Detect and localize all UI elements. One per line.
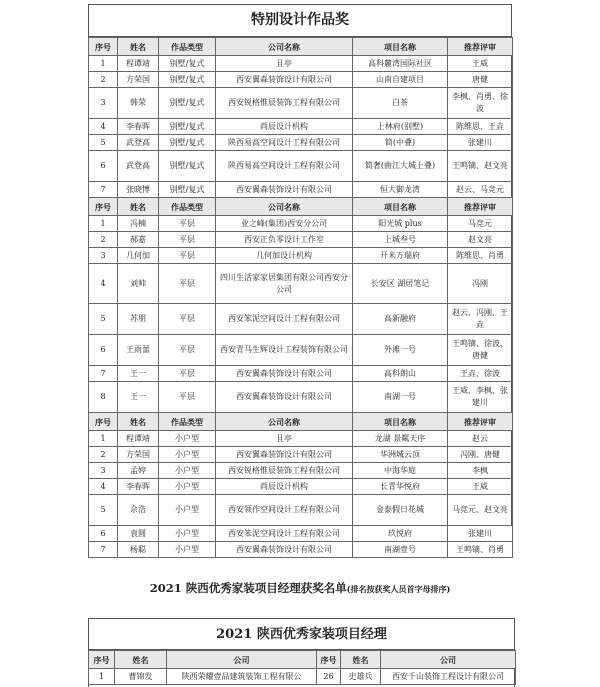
table-cell: 别墅/复式	[159, 56, 216, 72]
table-row	[89, 182, 513, 198]
header-row	[89, 38, 513, 56]
table-cell: 方荣国	[118, 72, 159, 88]
table-cell: 别墅/复式	[159, 182, 216, 198]
table-cell: 小户型	[159, 447, 216, 463]
table-cell: 西安翼森装饰设计有限公司	[216, 182, 353, 198]
manager-header-cell: 序号	[317, 651, 341, 669]
table-cell: 西安笨泥空间设计工程有限公司	[216, 304, 353, 335]
table-cell: 简奢(曲江大城上叠)	[353, 151, 448, 182]
table-cell: 几何加设计机构	[216, 248, 353, 264]
table-cell: 平层	[159, 232, 216, 248]
table-cell: 陈维思、肖勇	[448, 248, 513, 264]
table-cell: 尚辰设计机构	[216, 479, 353, 495]
table-cell: 7	[89, 542, 118, 558]
manager-header-cell: 姓名	[115, 651, 167, 669]
header-cell: 公司名称	[216, 198, 353, 216]
table-cell: 冯刚	[448, 264, 513, 304]
table-cell: 4	[89, 479, 118, 495]
table-cell: 平层	[159, 264, 216, 304]
table-row	[89, 495, 513, 526]
table-cell: 2	[89, 232, 118, 248]
table-cell: 5	[89, 495, 118, 526]
header-cell: 公司名称	[216, 413, 353, 431]
table-cell: 白茶	[353, 88, 448, 119]
table-cell: 华洲城云顶	[353, 447, 448, 463]
table-cell: 南湖壹号	[353, 542, 448, 558]
table-cell: 小户型	[159, 463, 216, 479]
table-row	[89, 366, 513, 382]
subtitle-text: 2021 陕西优秀家装项目经理获奖名单	[149, 581, 347, 595]
table-cell: 王一	[118, 366, 159, 382]
table-cell: 恒大御龙湾	[353, 182, 448, 198]
table-cell: 别墅/复式	[159, 135, 216, 151]
table-cell: 金泰假日花城	[353, 495, 448, 526]
header-cell: 姓名	[118, 413, 159, 431]
table-cell: 6	[89, 335, 118, 366]
table-cell: 1	[89, 216, 118, 232]
header-cell: 姓名	[118, 38, 159, 56]
header-cell: 序号	[89, 198, 118, 216]
header-cell: 项目名称	[353, 38, 448, 56]
table-cell: 刘帅	[118, 264, 159, 304]
table-cell: 南湖一号	[353, 382, 448, 413]
table-cell: 平层	[159, 304, 216, 335]
table-cell: 陕西易高空间设计工程有限公司	[216, 151, 353, 182]
table-row	[89, 232, 513, 248]
manager-cell: 陕西荣耀壹品建筑装饰工程有限公	[167, 669, 317, 685]
manager-cell: 西安千山装饰工程设计有限公司	[381, 669, 516, 685]
table-cell: 西安青马生辉设计工程装饰有限公司	[216, 335, 353, 366]
table-cell: 孟婷	[118, 463, 159, 479]
table-cell: 开米万瑞府	[353, 248, 448, 264]
table-cell: 且亭	[216, 56, 353, 72]
table-cell: 王一	[118, 382, 159, 413]
table-row	[89, 151, 513, 182]
manager-header-cell: 姓名	[341, 651, 381, 669]
table-cell: 武登高	[118, 135, 159, 151]
table-cell: 平层	[159, 335, 216, 366]
table-cell: 6	[89, 526, 118, 542]
header-cell: 推荐评审	[448, 198, 513, 216]
table-cell: 上城叁号	[353, 232, 448, 248]
manager-title: 2021 陕西优秀家装项目经理	[88, 620, 515, 650]
table-cell: 程谭靖	[118, 431, 159, 447]
table-row	[89, 431, 513, 447]
table-row	[89, 382, 513, 413]
header-cell: 姓名	[118, 198, 159, 216]
subtitle-note: (排名按获奖人员首字母排序)	[346, 584, 451, 594]
table-cell: 长青华悦府	[353, 479, 448, 495]
table-cell: 4	[89, 119, 118, 135]
table-cell: 冯刚、唐健	[448, 447, 513, 463]
table-cell: 别墅/复式	[159, 88, 216, 119]
table-row	[89, 135, 513, 151]
table-cell: 王威	[448, 479, 513, 495]
table-cell: 7	[89, 366, 118, 382]
table-cell: 长安区 湖居笔记	[353, 264, 448, 304]
table-row	[89, 304, 513, 335]
table-cell: 8	[89, 382, 118, 413]
header-cell: 推荐评审	[448, 38, 513, 56]
header-cell: 推荐评审	[448, 413, 513, 431]
header-cell: 公司名称	[216, 38, 353, 56]
table-cell: 高科朗山	[353, 366, 448, 382]
table-cell: 西安锐格惟辰装饰工程有限公司	[216, 463, 353, 479]
table-cell: 小户型	[159, 526, 216, 542]
table-cell: 李春晖	[118, 119, 159, 135]
table-cell: 龙湖 景粼天序	[353, 431, 448, 447]
manager-cell: 曹锦发	[115, 669, 167, 685]
table-row	[89, 248, 513, 264]
header-cell: 作品类型	[159, 198, 216, 216]
table-cell: 西安翼森装饰设计有限公司	[216, 382, 353, 413]
table-cell: 方荣国	[118, 447, 159, 463]
table-cell: 3	[89, 463, 118, 479]
manager-header-cell: 公司	[381, 651, 516, 669]
table-cell: 赵云、马竞元	[448, 182, 513, 198]
table-cell: 马竞元、赵文亮	[448, 495, 513, 526]
subtitle	[0, 580, 600, 596]
table-row	[89, 72, 513, 88]
table-cell: 张建川	[448, 526, 513, 542]
table-row	[89, 119, 513, 135]
table-cell: 7	[89, 182, 118, 198]
table-cell: 平层	[159, 366, 216, 382]
table-row	[89, 447, 513, 463]
table-row	[89, 526, 513, 542]
table-cell: 王雨蕾	[118, 335, 159, 366]
table-cell: 西安翼森装饰设计有限公司	[216, 366, 353, 382]
table-cell: 3	[89, 248, 118, 264]
table-cell: 别墅/复式	[159, 72, 216, 88]
table-cell: 西安翼森装饰设计有限公司	[216, 542, 353, 558]
table-cell: 4	[89, 264, 118, 304]
manager-cell: 史雄兵	[341, 669, 381, 685]
table-cell: 高科麓湾国际社区	[353, 56, 448, 72]
table-cell: 陈维思、王垚	[448, 119, 513, 135]
table-cell: 李春晖	[118, 479, 159, 495]
table-cell: 几何加	[118, 248, 159, 264]
table-cell: 四川生活家家居集团有限公司西安分公司	[216, 264, 353, 304]
header-cell: 作品类型	[159, 413, 216, 431]
table-cell: 小户型	[159, 431, 216, 447]
manager-table	[88, 650, 516, 685]
table-cell: 苏朋	[118, 304, 159, 335]
table-cell: 平层	[159, 216, 216, 232]
table-cell: 袁圆	[118, 526, 159, 542]
table-cell: 西安翼森装饰设计有限公司	[216, 447, 353, 463]
table-cell: 小户型	[159, 495, 216, 526]
table-cell: 高新融府	[353, 304, 448, 335]
table-cell: 武登高	[118, 151, 159, 182]
table-cell: 张晓博	[118, 182, 159, 198]
table-cell: 业之峰(集团)西安分公司	[216, 216, 353, 232]
manager-header-cell: 序号	[89, 651, 115, 669]
table-cell: 张建川	[448, 135, 513, 151]
table-cell: 佘浩	[118, 495, 159, 526]
table-cell: 5	[89, 304, 118, 335]
header-row	[89, 198, 513, 216]
table-cell: 王鸣镝、赵文亮	[448, 151, 513, 182]
award-table	[88, 37, 513, 558]
table-cell: 别墅/复式	[159, 119, 216, 135]
table-cell: 2	[89, 72, 118, 88]
table-cell: 小户型	[159, 479, 216, 495]
table-cell: 赵云	[448, 431, 513, 447]
table-cell: 王鸣镝、肖勇	[448, 542, 513, 558]
table-cell: 赵文亮	[448, 232, 513, 248]
table-cell: 赵云、冯刚、王垚	[448, 304, 513, 335]
table-cell: 5	[89, 135, 118, 151]
table-cell: 王威、李枫、张建川	[448, 382, 513, 413]
table-cell: 王垚、徐波	[448, 366, 513, 382]
table-cell: 山南自建项目	[353, 72, 448, 88]
table-row	[89, 335, 513, 366]
table-cell: 上林府(别墅)	[353, 119, 448, 135]
table-cell: 平层	[159, 248, 216, 264]
header-cell: 序号	[89, 413, 118, 431]
table-cell: 1	[89, 56, 118, 72]
table-cell: 阳光城 plus	[353, 216, 448, 232]
manager-cell: 1	[89, 669, 115, 685]
header-row	[89, 413, 513, 431]
table-cell: 平层	[159, 382, 216, 413]
table-cell: 小户型	[159, 542, 216, 558]
table-cell: 马竞元	[448, 216, 513, 232]
table-row	[89, 264, 513, 304]
table-cell: 西安翼森装饰设计有限公司	[216, 72, 353, 88]
table-cell: 郝嘉	[118, 232, 159, 248]
table-cell: 且亭	[216, 431, 353, 447]
table-cell: 3	[89, 88, 118, 119]
table-row	[89, 216, 513, 232]
table-cell: 冯楠	[118, 216, 159, 232]
table-cell: 西安笨泥空间设计工程有限公司	[216, 526, 353, 542]
manager-header-cell: 公司	[167, 651, 317, 669]
header-cell: 序号	[89, 38, 118, 56]
table-row	[89, 542, 513, 558]
table-cell: 陕西易高空间设计工程有限公司	[216, 135, 353, 151]
table-cell: 2	[89, 447, 118, 463]
table-row	[89, 88, 513, 119]
table-cell: 外滩一号	[353, 335, 448, 366]
table-cell: 西安锐格惟辰装饰工程有限公司	[216, 88, 353, 119]
table-cell: 李枫	[448, 463, 513, 479]
award-title: 特别设计作品奖	[88, 4, 512, 37]
table-cell: 西安正负零设计工作室	[216, 232, 353, 248]
table-cell: 6	[89, 151, 118, 182]
manager-cell: 26	[317, 669, 341, 685]
table-cell: 简(中叠)	[353, 135, 448, 151]
table-cell: 中海华庭	[353, 463, 448, 479]
table-cell: 韩荣	[118, 88, 159, 119]
header-cell: 项目名称	[353, 198, 448, 216]
table-cell: 王威	[448, 56, 513, 72]
table-cell: 唐健	[448, 72, 513, 88]
table-cell: 尚辰设计机构	[216, 119, 353, 135]
table-row	[89, 56, 513, 72]
table-cell: 别墅/复式	[159, 151, 216, 182]
table-row	[89, 479, 513, 495]
table-row	[89, 463, 513, 479]
table-cell: 1	[89, 431, 118, 447]
table-cell: 王鸣镝、徐波、唐健	[448, 335, 513, 366]
table-cell: 杨聪	[118, 542, 159, 558]
header-cell: 作品类型	[159, 38, 216, 56]
table-cell: 西安领作空间设计工程有限公司	[216, 495, 353, 526]
table-cell: 程谭靖	[118, 56, 159, 72]
manager-row	[89, 669, 516, 685]
header-cell: 项目名称	[353, 413, 448, 431]
table-cell: 玖悦府	[353, 526, 448, 542]
manager-header-row	[89, 651, 516, 669]
table-cell: 李枫、肖勇、徐波	[448, 88, 513, 119]
